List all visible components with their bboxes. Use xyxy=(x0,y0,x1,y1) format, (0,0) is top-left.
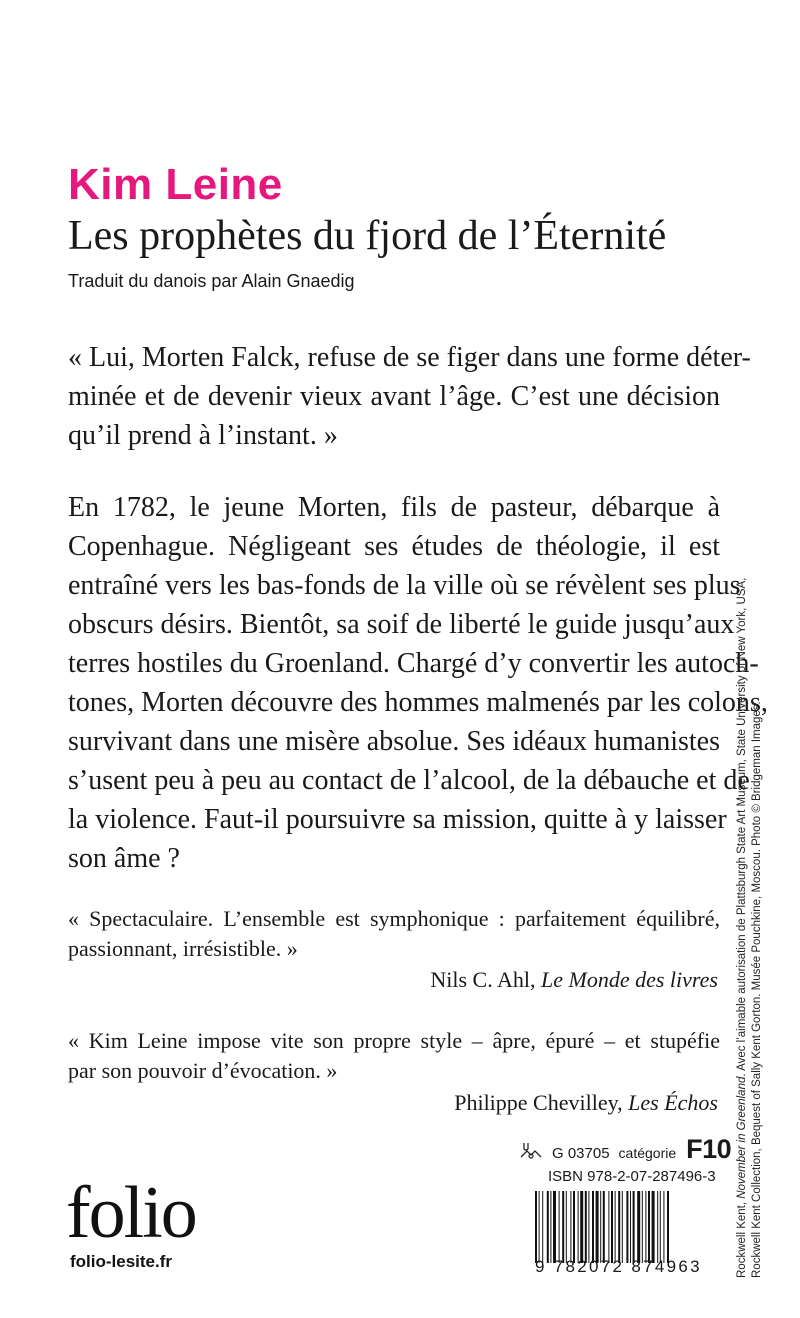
publication-name: Le Monde des livres xyxy=(541,967,718,992)
summary-line: s’usent peu à peu au contact de l’alcool, de la débauche et de xyxy=(68,765,750,796)
epigraph-quote xyxy=(68,338,751,455)
summary-line: son âme ? xyxy=(68,843,180,874)
critic-name: Philippe Chevilley, xyxy=(454,1090,623,1115)
author-name: Kim Leine xyxy=(68,160,283,209)
catalog-code: G 03705 xyxy=(552,1145,610,1162)
epigraph-line: minée et de devenir vieux avant l’âge. C’est une décision xyxy=(68,381,720,412)
summary-line: En 1782, le jeune Morten, fils de pasteur, débarque à xyxy=(68,492,720,523)
review-line: passionnant, irrésistible. » xyxy=(68,936,298,961)
summary-line: terres hostiles du Groenland. Chargé d’y convertir les autoch- xyxy=(68,648,759,679)
summary-line: la violence. Faut-il poursuivre sa mission, quitte à y laisser xyxy=(68,804,727,835)
book-summary xyxy=(68,488,768,878)
summary-line: entraîné vers les bas-fonds de la ville où se révèlent ses plus xyxy=(68,570,741,601)
barcode xyxy=(535,1191,717,1263)
review-2-attribution xyxy=(454,1090,718,1116)
review-line: « Spectaculaire. L’ensemble est symphonique : parfaitement équilibré, xyxy=(68,906,720,931)
press-review-2 xyxy=(68,1026,720,1086)
publication-name: Les Échos xyxy=(628,1090,718,1115)
category-label: catégorie xyxy=(618,1145,677,1161)
review-line: « Kim Leine impose vite son propre style – âpre, épuré – et stupéfie xyxy=(68,1028,720,1053)
critic-name: Nils C. Ahl, xyxy=(430,967,536,992)
credit-line-1: Rockwell Kent, November in Greenland. Avec l’aimable autorisation de Plattsburgh State Art Museum, State University of New York, USA, xyxy=(736,577,748,1278)
credit-line-2: Rockwell Kent Collection, Bequest of Sally Kent Gorton. Musée Pouchkine, Moscou. Photo © Bridgeman Images. xyxy=(751,701,763,1278)
summary-line: Copenhague. Négligeant ses études de théologie, il est xyxy=(68,531,720,562)
review-1-attribution xyxy=(430,967,718,993)
review-line: par son pouvoir d’évocation. » xyxy=(68,1058,338,1083)
category-code: F10 xyxy=(686,1134,732,1164)
summary-line: tones, Morten découvre des hommes malmenés par les colons, xyxy=(68,687,768,718)
epigraph-line: qu’il prend à l’instant. » xyxy=(68,420,338,451)
folio-symbol-icon xyxy=(520,1141,542,1159)
cover-image-credit xyxy=(735,508,791,1278)
press-review-1 xyxy=(68,904,720,964)
translator-credit: Traduit du danois par Alain Gnaedig xyxy=(68,271,355,291)
barcode-digits: 9 782072 874963 xyxy=(535,1257,702,1276)
summary-line: survivant dans une misère absolue. Ses idéaux humanistes xyxy=(68,726,720,757)
book-title: Les prophètes du fjord de l’Éternité xyxy=(68,213,667,259)
catalog-code-row xyxy=(520,1134,731,1165)
publisher-website: folio-lesite.fr xyxy=(70,1252,173,1271)
folio-logo: folio xyxy=(66,1172,196,1254)
summary-line: obscurs désirs. Bientôt, sa soif de liberté le guide jusqu’aux xyxy=(68,609,735,640)
isbn: ISBN 978-2-07-287496-3 xyxy=(548,1168,716,1185)
epigraph-line: « Lui, Morten Falck, refuse de se figer dans une forme déter- xyxy=(68,342,751,373)
